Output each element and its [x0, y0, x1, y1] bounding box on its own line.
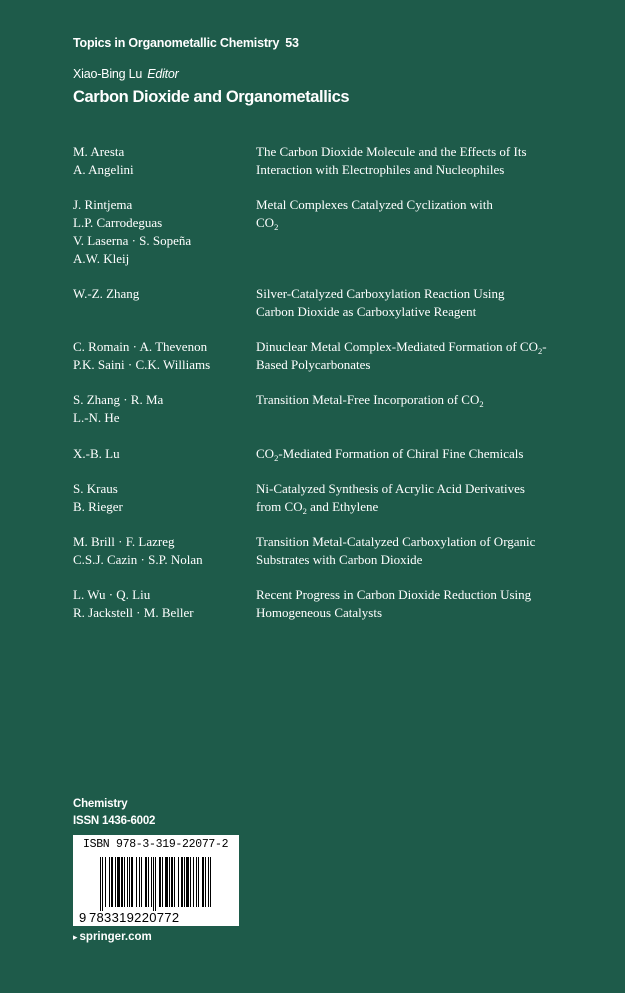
- author-line: J. Rintjema: [73, 197, 133, 213]
- title-text: Recent Progress in Carbon Dioxide Reduction Using: [256, 587, 532, 603]
- chapter-authors: [73, 586, 253, 622]
- subscript: 2: [302, 505, 307, 516]
- barcode-bar: [121, 857, 123, 907]
- barcode-bar: [190, 857, 191, 907]
- chapter-title-line: [256, 445, 586, 463]
- chapter-title-line: [256, 196, 586, 214]
- chapter-title: [256, 533, 586, 569]
- title-text: Metal Complexes Catalyzed Cyclization with: [256, 197, 493, 213]
- barcode-bar: [165, 857, 168, 907]
- title-text: Silver-Catalyzed Carboxylation Reaction Using: [256, 286, 505, 301]
- title-text: -Mediated Formation of Chiral Fine Chemicals: [278, 445, 524, 461]
- chapter-title-line: [256, 303, 586, 321]
- subscript: 2: [479, 399, 484, 410]
- title-text: The Carbon Dioxide Molecule and the Effects of Its: [256, 144, 527, 159]
- title-text: Substrates with Carbon Dioxide: [256, 551, 423, 567]
- barcode-bar: [117, 857, 120, 907]
- barcode-bar: [159, 857, 161, 907]
- barcode-bar: [151, 857, 152, 907]
- chapter-title: [256, 196, 586, 232]
- chapter-title-line: [256, 533, 586, 551]
- chapter-authors: [73, 196, 253, 267]
- author-line: A.W. Kleij: [73, 250, 130, 266]
- barcode-bar: [196, 857, 197, 907]
- editor-name: Xiao-Bing Lu: [73, 67, 143, 81]
- barcode-bar: [109, 857, 110, 907]
- author-line: P.K. Saini · C.K. Williams: [73, 356, 211, 372]
- author-line: B. Rieger: [73, 498, 123, 514]
- subscript: 2: [274, 221, 279, 232]
- barcode-bar: [174, 857, 175, 907]
- author-line: S. Kraus: [73, 481, 118, 496]
- barcode-bar: [139, 857, 140, 907]
- chapter-title-line: [256, 391, 586, 409]
- author-line: L. Wu · Q. Liu: [73, 587, 151, 603]
- title-text: CO: [256, 445, 275, 461]
- chapter-title: [256, 143, 586, 179]
- chapter-authors: [73, 533, 253, 569]
- chapter-title: [256, 338, 586, 374]
- author-line: A. Angelini: [73, 161, 134, 177]
- barcode-bar: [100, 857, 101, 911]
- barcode-digits: 783319220772: [89, 910, 180, 925]
- editor-role: Editor: [147, 67, 179, 81]
- isbn-barcode: [73, 835, 239, 926]
- chapter-title: [256, 391, 586, 409]
- barcode-bar: [169, 857, 170, 907]
- title-text: Dinuclear Metal Complex-Mediated Formation of CO: [256, 339, 538, 355]
- barcode-first-digit: 9: [79, 910, 87, 925]
- title-text: Transition Metal-Catalyzed Carboxylation of Organic: [256, 534, 536, 550]
- barcode-bar: [136, 857, 137, 907]
- author-line: W.-Z. Zhang: [73, 286, 140, 301]
- author-line: L.P. Carrodeguas: [73, 214, 163, 230]
- chapter-title-line: [256, 551, 586, 569]
- chapter-title-line: [256, 161, 586, 179]
- barcode-bar: [193, 857, 194, 907]
- chapter-title-line: [256, 356, 586, 374]
- barcode-bar: [155, 857, 156, 911]
- subscript: 2: [537, 346, 543, 357]
- title-text: from CO: [256, 498, 303, 514]
- barcode-bar: [115, 857, 116, 907]
- author-line: M. Aresta: [73, 144, 125, 159]
- chapter-authors: [73, 480, 253, 516]
- series-title: Topics in Organometallic Chemistry: [73, 36, 280, 50]
- title-text: Ni-Catalyzed Synthesis of Acrylic Acid Derivatives: [256, 481, 525, 496]
- series-line: [73, 36, 299, 50]
- barcode-bar: [124, 857, 125, 907]
- barcode-bar: [210, 857, 211, 907]
- barcode-bar: [131, 857, 133, 907]
- editor-line: [73, 67, 179, 81]
- title-text: CO: [256, 214, 275, 230]
- author-line: C.S.J. Cazin · S.P. Nolan: [73, 551, 203, 567]
- barcode-bar: [141, 857, 142, 907]
- book-title: Carbon Dioxide and Organometallics: [73, 88, 350, 106]
- chapter-title: [256, 285, 586, 321]
- chapter-title-line: [256, 285, 586, 303]
- title-text: Carbon Dioxide as Carboxylative Reagent: [256, 303, 477, 319]
- chapter-title: [256, 480, 586, 516]
- author-line: X.-B. Lu: [73, 445, 120, 461]
- author-line: V. Laserna · S. Sopeña: [73, 232, 192, 248]
- title-text: Interaction with Electrophiles and Nucleophiles: [256, 161, 505, 177]
- barcode-bar: [127, 857, 128, 907]
- barcode-bar: [148, 857, 149, 907]
- arrow-right-icon: ▸: [73, 932, 78, 942]
- chapter-title-line: [256, 143, 586, 161]
- title-text: Based Polycarbonates: [256, 356, 371, 372]
- barcode-bar: [186, 857, 189, 907]
- chapter-title-line: [256, 604, 586, 622]
- title-text: and Ethylene: [306, 498, 379, 514]
- barcode-bar: [102, 857, 103, 911]
- author-line: R. Jackstell · M. Beller: [73, 605, 194, 621]
- publisher-link[interactable]: [73, 931, 152, 943]
- chapter-title: [256, 445, 586, 463]
- publisher-url: springer.com: [79, 931, 152, 943]
- subject-label: Chemistry: [73, 798, 128, 810]
- series-volume: 53: [285, 36, 299, 50]
- barcode-bar: [205, 857, 206, 907]
- title-text: Transition Metal-Free Incorporation of CO: [256, 392, 480, 408]
- chapter-authors: [73, 143, 253, 179]
- title-text: -: [542, 339, 547, 355]
- barcode-bar: [178, 857, 179, 907]
- author-line: S. Zhang · R. Ma: [73, 392, 164, 408]
- chapter-title-line: [256, 586, 586, 604]
- chapter-title-line: [256, 480, 586, 498]
- barcode-bar: [208, 857, 209, 907]
- barcode-bar: [129, 857, 130, 907]
- author-line: L.-N. He: [73, 410, 120, 426]
- chapter-authors: [73, 285, 253, 303]
- chapter-authors: [73, 338, 253, 374]
- isbn-text: ISBN 978-3-319-22077-2: [83, 838, 229, 851]
- chapter-title: [256, 586, 586, 622]
- barcode-bar: [202, 857, 204, 907]
- issn-label: ISSN 1436-6002: [73, 815, 156, 827]
- barcode-bars: [73, 855, 239, 911]
- barcode-bar: [181, 857, 183, 907]
- barcode-bar: [145, 857, 147, 907]
- barcode-bar: [105, 857, 106, 907]
- subscript: 2: [274, 452, 279, 463]
- chapter-authors: [73, 391, 253, 427]
- chapter-title-line: [256, 498, 586, 516]
- author-line: M. Brill · F. Lazreg: [73, 534, 175, 550]
- author-line: C. Romain · A. Thevenon: [73, 339, 208, 355]
- barcode-bar: [198, 857, 199, 907]
- barcode-bar: [111, 857, 113, 907]
- barcode-bar: [184, 857, 185, 907]
- chapter-authors: [73, 445, 253, 463]
- barcode-bar: [153, 857, 154, 911]
- barcode-number: [79, 910, 180, 925]
- title-text: Homogeneous Catalysts: [256, 605, 383, 621]
- barcode-bar: [162, 857, 163, 907]
- chapter-title-line: [256, 338, 586, 356]
- chapter-title-line: [256, 214, 586, 232]
- barcode-bar: [171, 857, 173, 907]
